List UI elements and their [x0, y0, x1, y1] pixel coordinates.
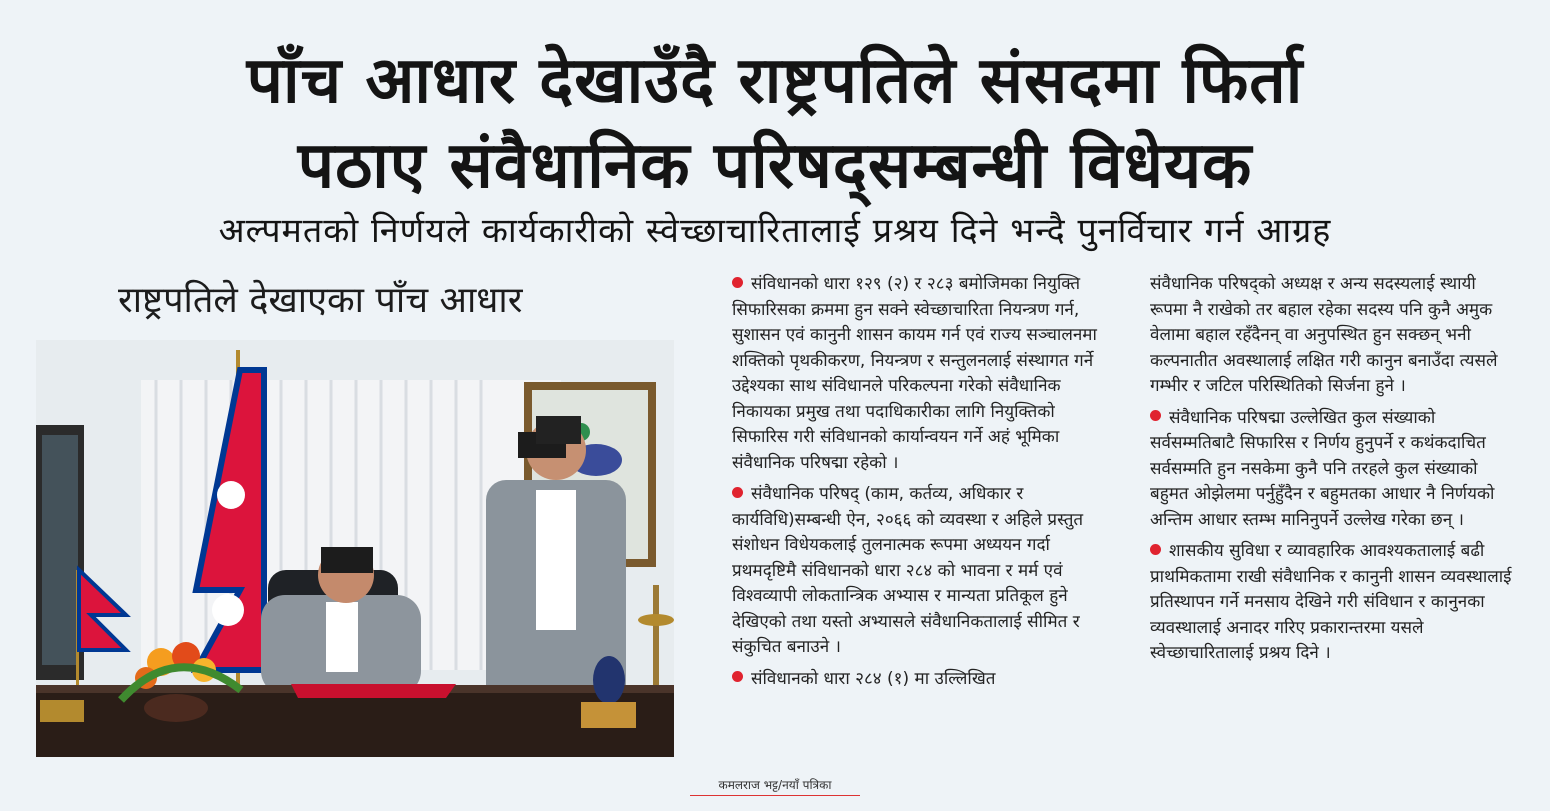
bullet-icon [732, 487, 743, 498]
point-1 [732, 272, 1102, 476]
point-5-text: शासकीय सुविधा र व्यावहारिक आवश्यकतालाई बढी प्राथमिकतामा राखी संवैधानिक र कानुनी शासन व्यवस्थालाई प्रतिस्थापन गर्ने मनसाय देखिने गरी संविधान र कानुनका व्यवस्थालाई अनादर गरिए प्रकारान्तरमा यसले स्वेच्छाचारितालाई प्रश्रय दिने । [1150, 541, 1512, 663]
text-column-2 [1150, 272, 1515, 673]
headline-line-1: पाँच आधार देखाउँदै राष्ट्रपतिले संसदमा फिर्ता [246, 44, 1304, 118]
photo-credit: कमलराज भट्ट/नयाँ पत्रिका [690, 776, 860, 796]
subheadline: अल्पमतको निर्णयले कार्यकारीको स्वेच्छाचारितालाई प्रश्रय दिने भन्दै पुनर्विचार गर्न आग्रह [218, 211, 1332, 251]
bullet-icon [732, 671, 743, 682]
point-2-text: संवैधानिक परिषद् (काम, कर्तव्य, अधिकार र कार्यविधि)सम्बन्धी ऐन, २०६६ को व्यवस्था र अहिले प्रस्तुत संशोधन विधेयकलाई तुलनात्मक रूपमा अध्ययन गर्दा प्रथमदृष्टिमै संविधानको धारा २८४ को भावना र मर्म एवं विश्वव्यापी लोकतान्त्रिक अभ्यास र मान्यता प्रतिकूल हुने देखिएको तथा यस्तो अभ्यासले संवैधानिकतालाई सीमित र संकुचित बनाउने । [732, 484, 1084, 657]
bullet-icon [1150, 410, 1161, 421]
point-4 [1150, 406, 1515, 534]
section-title: राष्ट्रपतिले देखाएका पाँच आधार [118, 280, 523, 321]
point-3-continuation: संवैधानिक परिषद्को अध्यक्ष र अन्य सदस्यलाई स्थायी रूपमा नै राखेको तर बहाल रहेका सदस्य पनि कुनै अमुक वेलामा बहाल रहँदैनन् वा अनुपस्थित हुन सक्छन् भनी कल्पनातीत अवस्थालाई लक्षित गरी कानुन बनाउँदा त्यसले गम्भीर र जटिल परिस्थितिको सिर्जना हुने । [1150, 274, 1498, 396]
point-4-text: संवैधानिक परिषद्मा उल्लेखित कुल संख्याको सर्वसम्मतिबाटै सिफारिस र निर्णय हुनुपर्ने र कथंकदाचित सर्वसम्मति हुन नसकेमा कुनै पनि तरहले कुल संख्याको बहुमत ओझेलमा पर्नुहुँदैन र बहुमतका आधार नै निर्णयको अन्तिम आधार स्तम्भ मानिनुपर्ने उल्लेख गरेका छन् । [1150, 407, 1495, 530]
text-column-1 [732, 272, 1102, 698]
point-3-text: संविधानको धारा २८४ (१) मा उल्लिखित [751, 668, 996, 689]
headline-line-2: पठाए संवैधानिक परिषद्‌सम्बन्धी विधेयक [297, 129, 1253, 203]
photo-illustration [36, 340, 674, 757]
point-5 [1150, 539, 1515, 667]
point-1-text: संविधानको धारा १२९ (२) र २८३ बमोजिमका नियुक्ति सिफारिसका क्रममा हुन सक्ने स्वेच्छाचारिता नियन्त्रण गर्न, सुशासन एवं कानुनी शासन कायम गर्न एवं राज्य सञ्चालनमा शक्तिको पृथकीकरण, नियन्त्रण र सन्तुलनलाई संस्थागत गर्ने उद्देश्यका साथ संविधानले परिकल्पना गरेको संवैधानिक निकायका प्रमुख तथा पदाधिकारीका लागि नियुक्तिको सिफारिस गरी संविधानको कार्यान्वयन गर्ने अहं भूमिका संवैधानिक परिषद्मा रहेको । [732, 274, 1097, 473]
point-2 [732, 482, 1102, 661]
bullet-icon [732, 277, 743, 288]
point-3 [732, 667, 1102, 693]
news-photo [36, 340, 674, 757]
bullet-icon [1150, 544, 1161, 555]
